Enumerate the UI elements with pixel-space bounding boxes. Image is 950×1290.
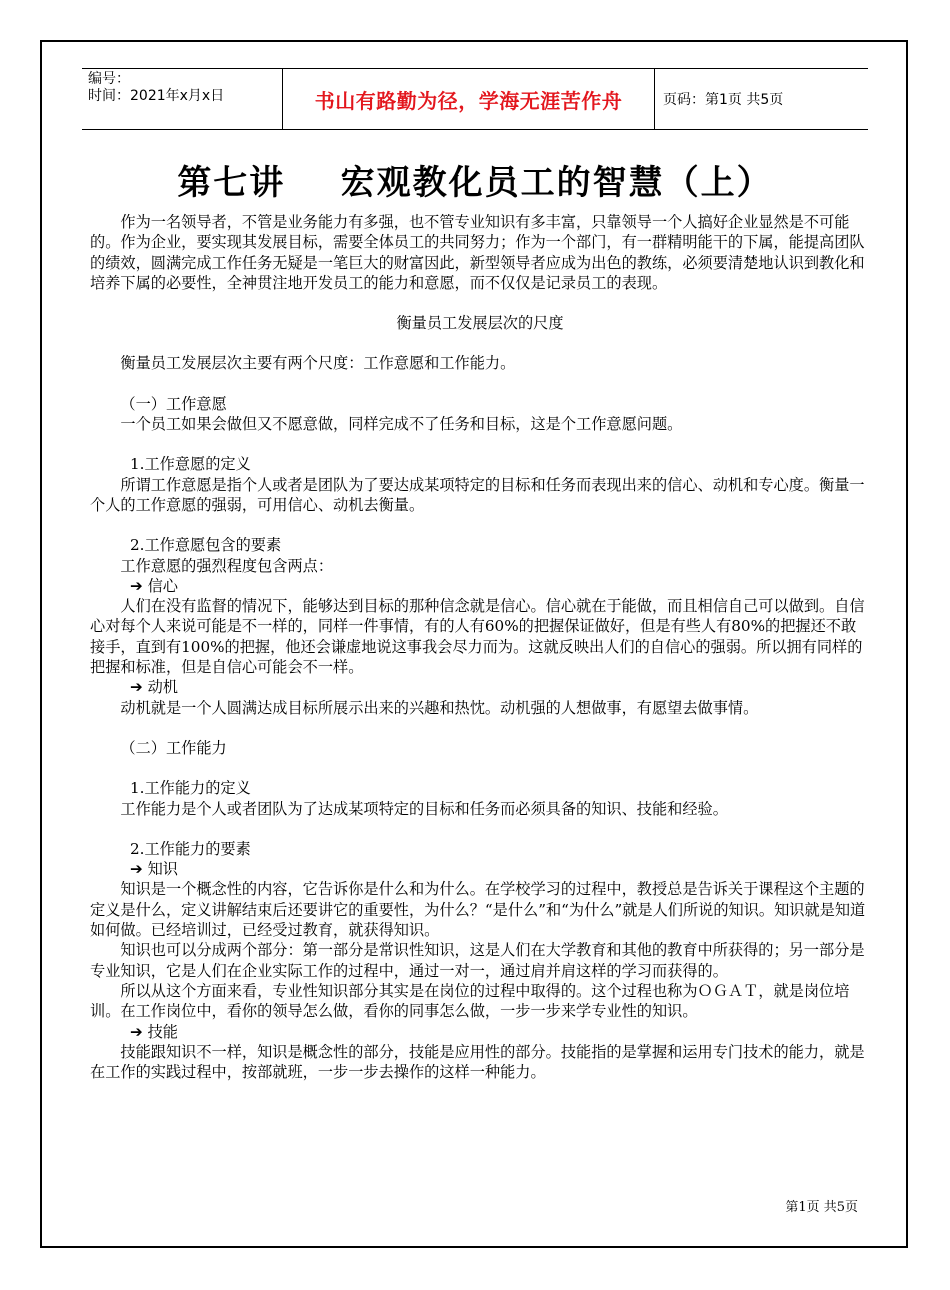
part2-sub2-heading: 2.工作能力的要素 — [130, 839, 251, 858]
bullet-motivation-text: 动机就是一个人圆满达成目标所展示出来的兴趣和热忱。动机强的人想做事，有愿望去做事情。 — [120, 698, 759, 717]
part1-text: 一个员工如果会做但又不愿意做，同样完成不了任务和目标，这是个工作意愿问题。 — [120, 415, 683, 434]
page-footer: 第1页 共5页 — [785, 1200, 858, 1215]
part2-sub1-text: 工作能力是个人或者团队为了达成某项特定的目标和任务而必须具备的知识、技能和经验。 — [120, 799, 728, 818]
bullet-knowledge-label: 知识 — [147, 860, 178, 879]
part1-heading: （一）工作意愿 — [120, 394, 227, 413]
bullet-knowledge-text-2: 知识也可以分成两个部分：第一部分是常识性知识，这是人们在大学教育和其他的教育中所获得的；另一部分是专业知识，它是人们在企业实际工作的过程中，通过一对一，通过肩并肩这样的学习而获得的。 — [90, 941, 865, 980]
motto: 书山有路勤为径，学海无涯苦作舟 — [314, 88, 623, 113]
arrow-right-icon: ➔ — [130, 1022, 143, 1041]
bullet-skill-text: 技能跟知识不一样，知识是概念性的部分，技能是应用性的部分。技能指的是掌握和运用专门技术的能力，就是在工作的实践过程中，按部就班，一步一步去操作的这样一种能力。 — [90, 1042, 865, 1082]
arrow-right-icon: ➔ — [130, 678, 143, 697]
section-title: 衡量员工发展层次的尺度 — [396, 314, 564, 333]
page-label: 页码：第1页 共5页 — [663, 92, 784, 108]
section-intro: 衡量员工发展层次主要有两个尺度：工作意愿和工作能力。 — [120, 354, 516, 373]
bullet-motivation-label: 动机 — [147, 678, 178, 697]
number-label: 编号： — [88, 71, 130, 87]
document-body — [90, 212, 870, 1082]
bullet-knowledge-text-3: 所以从这个方面来看，专业性知识部分其实是在岗位的过程中取得的。这个过程也称为ＯＧＡＴ，就是岗位培训。在工作岗位中，看你的领导怎么做，看你的同事怎么做，一步一步来学专业性的知识。 — [90, 981, 850, 1021]
arrow-right-icon: ➔ — [130, 576, 143, 595]
bullet-knowledge — [90, 859, 870, 879]
bullet-skill — [90, 1022, 870, 1042]
header-meta — [82, 69, 282, 129]
bullet-confidence-text: 人们在没有监督的情况下，能够达到目标的那种信念就是信心。信心就在于能做，而且相信自己可以做到。自信心对每个人来说可能是不一样的，同样一件事情，有的人有60%的把握保证做好，但是有些人有80%的把握还不敢接手，直到有100%的把握，他还会谦虚地说这事我会尽力而为。这就反映出人们的自信心的强弱。所以拥有同样的把握和标准，但是自信心可能会不一样。 — [90, 597, 865, 677]
intro-paragraph: 作为一名领导者，不管是业务能力有多强，也不管专业知识有多丰富，只靠领导一个人搞好企业显然是不可能的。作为企业，要实现其发展目标，需要全体员工的共同努力；作为一个部门，有一群精明能干的下属，能提高团队的绩效，圆满完成工作任务无疑是一笔巨大的财富因此，新型领导者应成为出色的教练，必须要清楚地认识到教化和培养下属的必要性，全神贯注地开发员工的能力和意愿，而不仅仅是记录员工的表现。 — [90, 213, 865, 292]
bullet-motivation — [90, 677, 870, 697]
bullet-skill-label: 技能 — [147, 1022, 178, 1041]
part2-heading: （二）工作能力 — [120, 738, 227, 757]
part1-sub1-text: 所谓工作意愿是指个人或者是团队为了要达成某项特定的目标和任务而表现出来的信心、动机和专心度。衡量一个人的工作意愿的强弱，可用信心、动机去衡量。 — [90, 475, 865, 514]
part1-sub1-heading: 1.工作意愿的定义 — [130, 455, 251, 474]
header-motto-cell — [282, 69, 655, 129]
time-label: 时间：2021年x月x日 — [88, 88, 225, 104]
bullet-confidence-label: 信心 — [147, 576, 178, 595]
page-header — [82, 68, 868, 130]
part1-sub2-text: 工作意愿的强烈程度包含两点： — [120, 556, 334, 575]
page-title: 第七讲 宏观教化员工的智慧（上） — [177, 163, 773, 203]
arrow-right-icon: ➔ — [130, 860, 143, 879]
part2-sub1-heading: 1.工作能力的定义 — [130, 779, 251, 798]
header-page-cell — [655, 69, 868, 129]
part1-sub2-heading: 2.工作意愿包含的要素 — [130, 536, 282, 555]
bullet-knowledge-text-1: 知识是一个概念性的内容，它告诉你是什么和为什么。在学校学习的过程中，教授总是告诉关于课程这个主题的定义是什么，定义讲解结束后还要讲它的重要性，为什么？“是什么”和“为什么”就是人们所说的知识。知识就是知道如何做。已经培训过，已经受过教育，就获得知识。 — [90, 880, 866, 940]
bullet-confidence — [90, 576, 870, 596]
